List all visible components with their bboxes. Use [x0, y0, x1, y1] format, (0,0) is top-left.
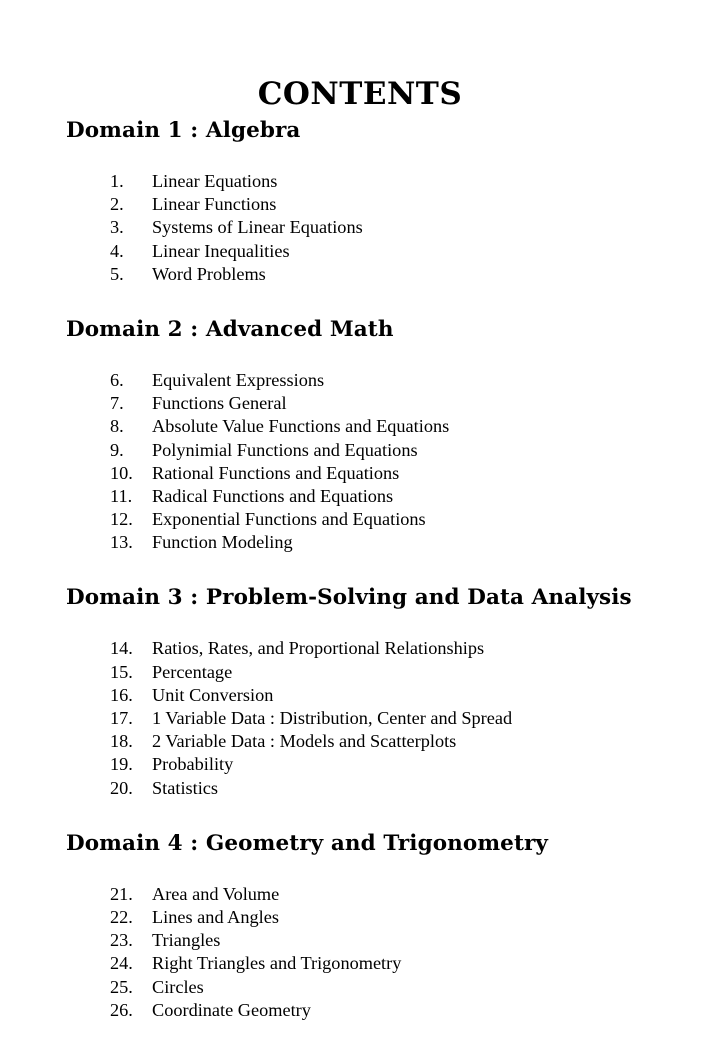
- contents-section: [0, 831, 720, 1022]
- list-item[interactable]: [0, 508, 720, 531]
- topic-number: 14.: [110, 638, 133, 659]
- topic-number: 10.: [110, 462, 133, 483]
- contents-section: [0, 118, 720, 317]
- topic-label: Radical Functions and Equations: [152, 485, 394, 506]
- list-item[interactable]: [0, 263, 720, 286]
- topic-number: 9.: [110, 439, 124, 460]
- topic-number: 21.: [110, 883, 133, 904]
- topic-number: 7.: [110, 393, 124, 414]
- topic-number: 4.: [110, 240, 124, 261]
- topic-label: Unit Conversion: [152, 684, 274, 705]
- topic-label: Right Triangles and Trigonometry: [152, 953, 402, 974]
- list-item[interactable]: [0, 999, 720, 1022]
- topic-number: 22.: [110, 906, 133, 927]
- list-item[interactable]: [0, 684, 720, 707]
- topic-label: 1 Variable Data : Distribution, Center and Spread: [152, 708, 513, 728]
- list-item[interactable]: [0, 883, 720, 906]
- spacer: [0, 286, 720, 317]
- topic-number: 18.: [110, 731, 133, 752]
- list-item[interactable]: [0, 462, 720, 485]
- list-item[interactable]: [0, 906, 720, 929]
- page-title: CONTENTS: [257, 75, 463, 112]
- topic-label: Function Modeling: [152, 532, 293, 553]
- topic-number: 23.: [110, 930, 133, 951]
- topic-list: [0, 883, 720, 1022]
- topic-number: 1.: [110, 171, 124, 191]
- topic-number: 3.: [110, 217, 124, 238]
- topic-number: 25.: [110, 976, 133, 997]
- topic-number: 6.: [110, 369, 124, 390]
- list-item[interactable]: [0, 777, 720, 800]
- list-item[interactable]: [0, 170, 720, 193]
- section-heading: Domain 3 : Problem-Solving and Data Analysis: [66, 585, 632, 611]
- topic-list: [0, 170, 720, 286]
- list-item[interactable]: [0, 193, 720, 216]
- topic-label: Circles: [152, 976, 204, 997]
- list-item[interactable]: [0, 240, 720, 263]
- topic-label: Linear Functions: [152, 194, 277, 215]
- list-item[interactable]: [0, 929, 720, 952]
- topic-number: 19.: [110, 754, 133, 775]
- spacer: [0, 144, 720, 170]
- spacer: [0, 554, 720, 585]
- list-item[interactable]: [0, 952, 720, 975]
- list-item[interactable]: [0, 392, 720, 415]
- topic-label: Functions General: [152, 393, 287, 414]
- topic-label: Statistics: [152, 777, 219, 798]
- topic-label: Exponential Functions and Equations: [152, 509, 426, 530]
- section-heading: Domain 4 : Geometry and Trigonometry: [66, 830, 548, 856]
- list-item[interactable]: [0, 730, 720, 753]
- topic-number: 15.: [110, 661, 133, 682]
- topic-number: 8.: [110, 416, 124, 437]
- section-heading: Domain 2 : Advanced Math: [66, 316, 394, 342]
- topic-number: 5.: [110, 263, 124, 284]
- contents-section: [0, 317, 720, 586]
- topic-label: Equivalent Expressions: [152, 369, 325, 390]
- list-item[interactable]: [0, 661, 720, 684]
- topic-label: Rational Functions and Equations: [152, 462, 400, 483]
- topic-number: 17.: [110, 708, 133, 728]
- topic-number: 11.: [110, 485, 133, 506]
- section-heading: Domain 1 : Algebra: [66, 118, 301, 143]
- topic-number: 12.: [110, 509, 133, 530]
- spacer: [0, 611, 720, 637]
- topic-list: [0, 369, 720, 555]
- topic-label: Ratios, Rates, and Proportional Relationships: [152, 638, 485, 659]
- topic-label: Coordinate Geometry: [152, 999, 311, 1020]
- topic-label: Linear Inequalities: [152, 240, 290, 261]
- list-item[interactable]: [0, 216, 720, 239]
- topic-number: 24.: [110, 953, 133, 974]
- topic-label: Area and Volume: [152, 883, 280, 904]
- topic-label: Triangles: [152, 930, 221, 951]
- topic-label: Absolute Value Functions and Equations: [152, 416, 450, 437]
- list-item[interactable]: [0, 415, 720, 438]
- spacer: [0, 343, 720, 369]
- list-item[interactable]: [0, 976, 720, 999]
- list-item[interactable]: [0, 531, 720, 554]
- topic-label: 2 Variable Data : Models and Scatterplots: [152, 731, 457, 752]
- topic-label: Systems of Linear Equations: [152, 217, 363, 238]
- topic-label: Percentage: [152, 661, 233, 682]
- topic-number: 13.: [110, 532, 133, 553]
- contents-sections: [0, 118, 720, 1022]
- topic-list: [0, 637, 720, 799]
- list-item[interactable]: [0, 369, 720, 392]
- list-item[interactable]: [0, 753, 720, 776]
- topic-label: Linear Equations: [152, 171, 278, 191]
- spacer: [0, 800, 720, 831]
- spacer: [0, 857, 720, 883]
- topic-label: Probability: [152, 754, 234, 775]
- topic-label: Lines and Angles: [152, 906, 279, 927]
- list-item[interactable]: [0, 707, 720, 730]
- list-item[interactable]: [0, 637, 720, 660]
- topic-number: 16.: [110, 684, 133, 705]
- topic-label: Word Problems: [152, 263, 266, 284]
- topic-number: 2.: [110, 194, 124, 215]
- list-item[interactable]: [0, 485, 720, 508]
- list-item[interactable]: [0, 439, 720, 462]
- contents-section: [0, 585, 720, 830]
- topic-number: 26.: [110, 999, 133, 1020]
- topic-label: Polynimial Functions and Equations: [152, 439, 418, 460]
- topic-number: 20.: [110, 777, 133, 798]
